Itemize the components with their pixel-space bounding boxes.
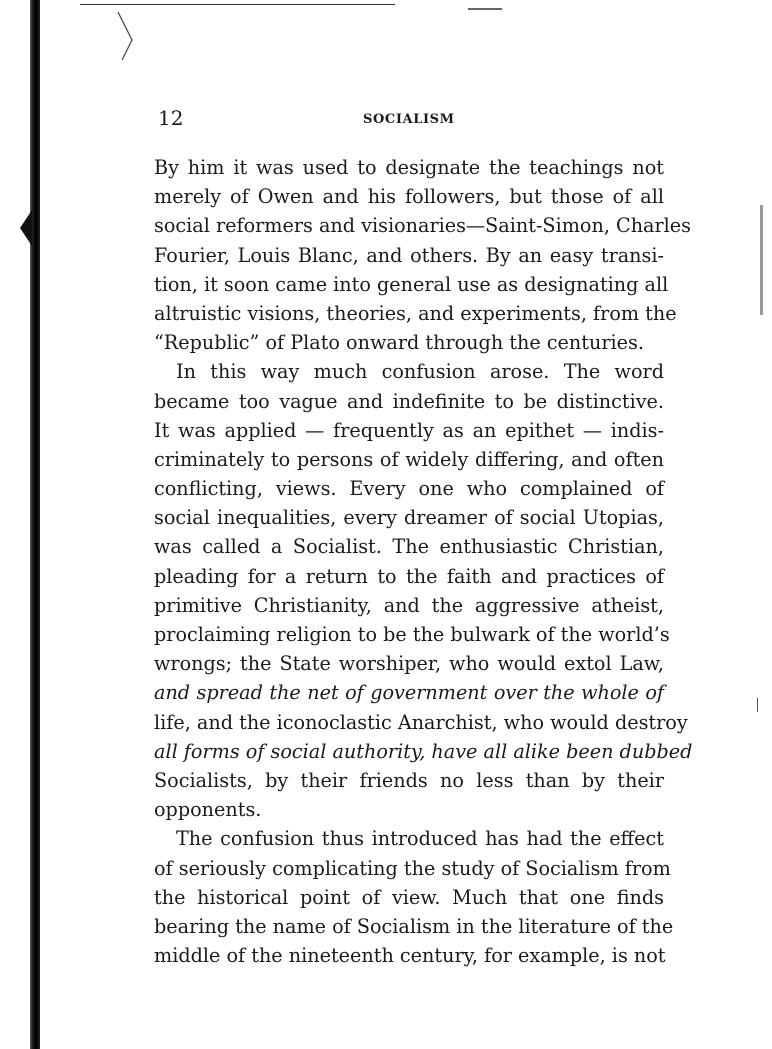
text-line: merely of Owen and his followers, but those of all — [154, 185, 664, 209]
text-line: proclaiming religion to be the bulwark of the world’s — [154, 623, 670, 646]
page-header — [158, 106, 658, 136]
text-line: altruistic visions, theories, and experiments, from the — [154, 301, 677, 325]
text-line: the historical point of view. Much that one finds — [154, 885, 664, 909]
text-line: The confusion thus introduced has had the effect — [176, 827, 664, 851]
text-line: tion, it soon came into general use as designating all — [154, 272, 669, 296]
text-line: of seriously complicating the study of Socialism from — [154, 856, 671, 880]
scan-binding-notch — [20, 210, 32, 246]
text-line: social inequalities, every dreamer of social Utopias, — [154, 506, 664, 530]
text-line: Socialists, by their friends no less than by their — [154, 768, 664, 792]
text-line: “Republic” of Plato onward through the centuries. — [154, 331, 644, 355]
scan-right-edge-shadow — [760, 205, 763, 315]
text-line: bearing the name of Socialism in the literature of the — [154, 914, 674, 938]
page-number: 12 — [158, 106, 184, 130]
body-text — [154, 153, 693, 970]
scan-right-tick — [757, 698, 758, 712]
text-line: By him it was used to designate the teachings not — [154, 156, 664, 179]
text-line: pleading for a return to the faith and practices of — [154, 564, 664, 588]
text-line: conflicting, views. Every one who complained of — [154, 477, 664, 501]
text-line: criminately to persons of widely differing, and often — [154, 447, 664, 471]
running-head: SOCIALISM — [363, 112, 455, 127]
text-line: Fourier, Louis Blanc, and others. By an easy transi- — [154, 243, 664, 267]
scan-top-smudge — [468, 8, 502, 10]
text-line: wrongs; the State worshiper, who would extol Law, — [154, 652, 664, 676]
scan-binding-edge — [30, 0, 40, 1049]
scan-top-rule — [80, 4, 395, 5]
text-line: It was applied — frequently as an epithet — indis- — [154, 418, 664, 442]
text-line: middle of the nineteenth century, for example, is not — [154, 944, 666, 968]
scan-pencil-mark — [110, 10, 150, 70]
text-line: was called a Socialist. The enthusiastic Christian, — [154, 535, 664, 559]
text-line: social reformers and visionaries—Saint-Simon, Charles — [154, 214, 692, 238]
text-line: life, and the iconoclastic Anarchist, who would destroy — [154, 710, 688, 734]
text-line: primitive Christianity, and the aggressive atheist, — [154, 593, 664, 617]
text-line: and spread the net of government over the whole of — [154, 681, 664, 705]
text-line: became too vague and indefinite to be distinctive. — [154, 389, 664, 413]
text-line: all forms of social authority, have all alike been dubbed — [154, 739, 693, 763]
text-line: opponents. — [154, 798, 262, 822]
text-line: In this way much confusion arose. The word — [176, 360, 664, 384]
